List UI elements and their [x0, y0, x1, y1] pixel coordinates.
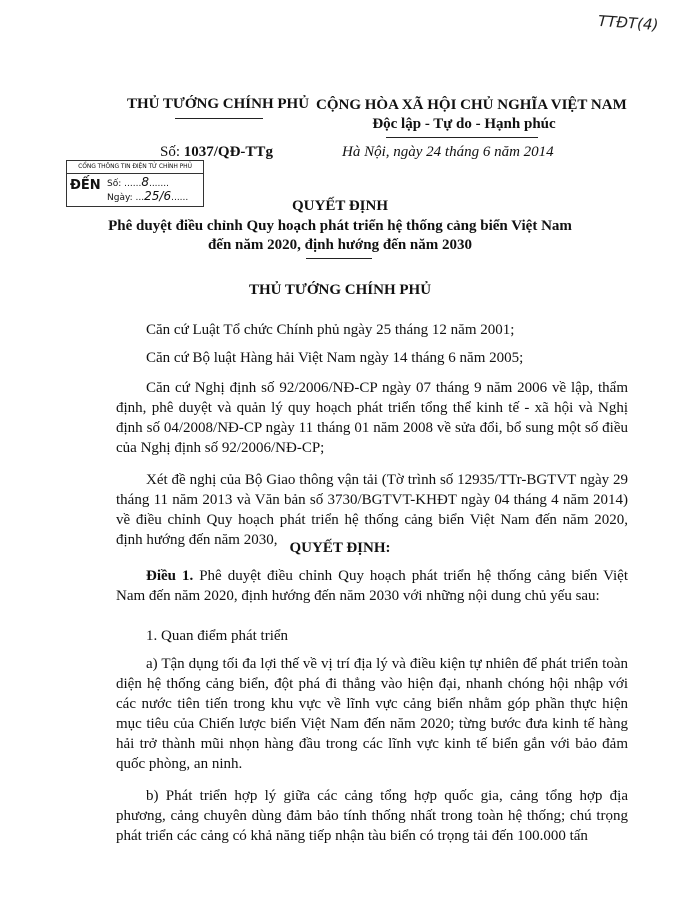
- doc-number-value: 1037/QĐ-TTg: [183, 144, 273, 160]
- section-1-heading: 1. Quan điểm phát triển: [146, 628, 289, 644]
- place-date: Hà Nội, ngày 24 tháng 6 năm 2014: [342, 144, 554, 160]
- stamp-org: CỔNG THÔNG TIN ĐIỆN TỬ CHÍNH PHỦ: [67, 161, 203, 174]
- basis-4: Xét đề nghị của Bộ Giao thông vận tải (Tờ trình số 12935/TTr-BGTVT ngày 29 tháng 11 năm 2013 và Văn bản số 3730/BGTVT-KHĐT ngày 04 tháng 4 năm 2014) về điều chỉnh Quy hoạch phát triển hệ thống cảng biển Việt Nam đến năm 2020, định hướng đến năm 2030,: [116, 472, 628, 548]
- basis-1: Căn cứ Luật Tổ chức Chính phủ ngày 25 tháng 12 năm 2001;: [146, 322, 515, 338]
- doc-type: QUYẾT ĐỊNH: [292, 198, 388, 214]
- stamp-so-value: 8: [141, 175, 149, 189]
- article-1-text: Phê duyệt điều chỉnh Quy hoạch phát triển hệ thống cảng biển Việt Nam đến năm 2020, định hướng đến năm 2030 với những nội dung chủ yếu sau:: [116, 568, 629, 604]
- stamp-ngay-value: 25/6: [144, 189, 172, 203]
- title-underline: [306, 258, 372, 259]
- point-a: a) Tận dụng tối đa lợi thế về vị trí địa lý và điều kiện tự nhiên để phát triển toàn diện hệ thống cảng biển, đột phá đi thẳng vào hiện đại, nhanh chóng hội nhập với các nước tiên tiến trong khu vực về lĩnh vực cảng biển nhằm góp phần thực hiện mục tiêu của Chiến lược biển Việt Nam đến năm 2020; từng bước đưa kinh tế hàng hải trở thành mũi nhọn hàng đầu trong các lĩnh vực kinh tế biển gắn với bảo đảm quốc phòng, an ninh.: [116, 656, 628, 772]
- doc-number-label: Số:: [160, 144, 181, 160]
- issuing-agency: THỦ TƯỚNG CHÍNH PHỦ: [126, 96, 310, 112]
- national-title: [316, 96, 627, 134]
- decision-heading: QUYẾT ĐỊNH:: [289, 540, 391, 556]
- article-1: [116, 566, 628, 606]
- stamp-ngay-label: Ngày:: [107, 193, 133, 203]
- agency-underline: [175, 118, 263, 119]
- basis-3: Căn cứ Nghị định số 92/2006/NĐ-CP ngày 07 tháng 9 năm 2006 về lập, thẩm định, phê duyệt và quản lý quy hoạch phát triển tổng thể kinh tế - xã hội và Nghị định số 04/2008/NĐ-CP ngày 11 tháng 01 năm 2008 về sửa đổi, bổ sung một số điều của Nghị định số 92/2006/NĐ-CP;: [116, 380, 628, 456]
- article-1-label: Điều 1.: [146, 568, 194, 584]
- country-name: CỘNG HÒA XÃ HỘI CHỦ NGHĨA VIỆT NAM: [316, 97, 627, 113]
- basis-2: Căn cứ Bộ luật Hàng hải Việt Nam ngày 14 tháng 6 năm 2005;: [146, 350, 524, 366]
- stamp-so-label: Số:: [107, 179, 122, 189]
- doc-subject: [60, 217, 620, 255]
- motto-underline: [386, 137, 538, 138]
- doc-number: [160, 144, 273, 161]
- national-motto: Độc lập - Tự do - Hạnh phúc: [372, 116, 556, 132]
- doc-subject-line1: Phê duyệt điều chỉnh Quy hoạch phát triển hệ thống cảng biển Việt Nam: [108, 218, 572, 234]
- stamp-den: ĐẾN: [70, 178, 101, 193]
- point-b: b) Phát triển hợp lý giữa các cảng tổng hợp quốc gia, cảng tổng hợp địa phương, cảng chuyên dùng đảm bảo tính thống nhất trong toàn hệ thống; chú trọng phát triển các cảng có khả năng tiếp nhận tàu biển có trọng tải đến 100.000 tấn: [116, 788, 628, 844]
- doc-subject-line2: đến năm 2020, định hướng đến năm 2030: [207, 237, 473, 253]
- issuer-heading: THỦ TƯỚNG CHÍNH PHỦ: [248, 282, 432, 298]
- handwritten-note: TTĐT(4): [597, 11, 659, 35]
- stamp-so: Số: ......8.......: [107, 175, 169, 189]
- stamp-ngay: Ngày: ...25/6......: [107, 189, 189, 203]
